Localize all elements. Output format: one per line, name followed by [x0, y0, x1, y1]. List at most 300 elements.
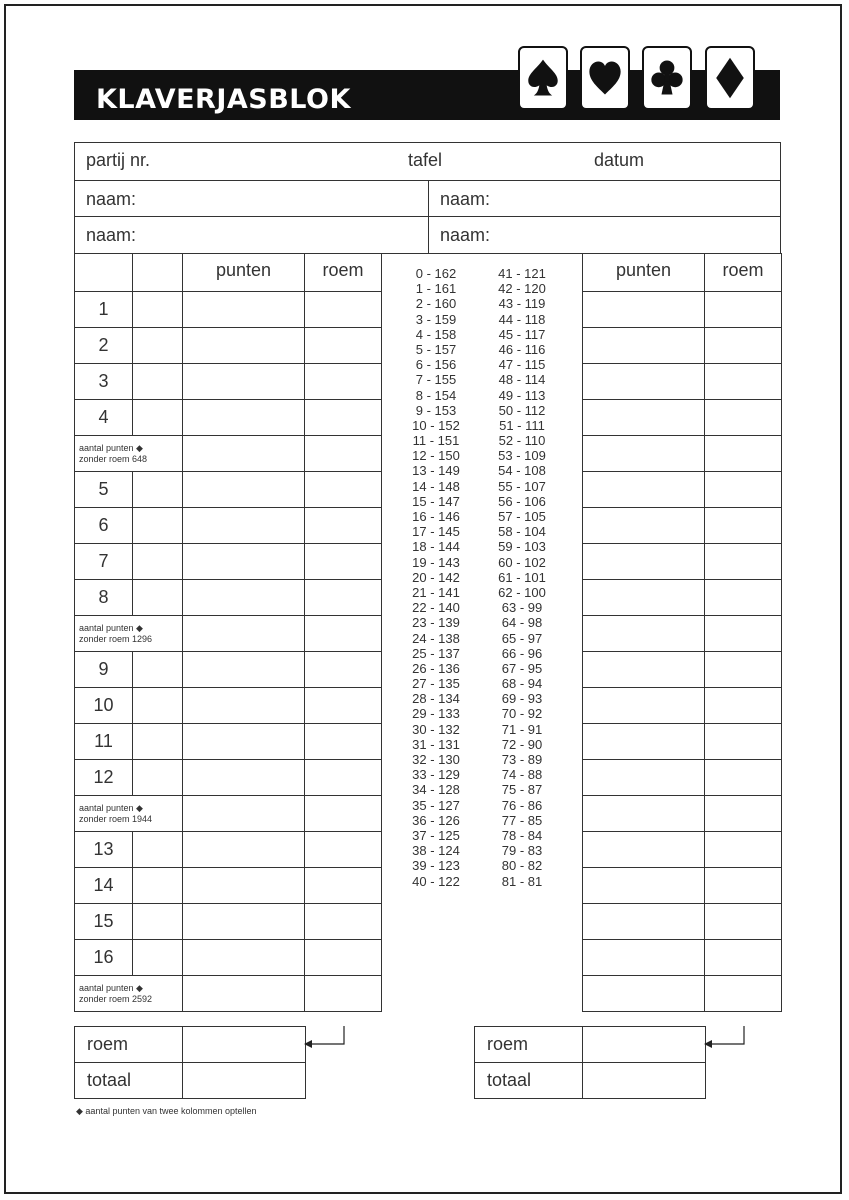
- table-row: [75, 400, 382, 436]
- points-value: 28 - 134: [412, 691, 460, 707]
- points-value: 33 - 129: [412, 767, 460, 783]
- points-value: 72 - 90: [501, 736, 543, 752]
- table-row: [583, 544, 782, 580]
- round-number: 10: [75, 688, 133, 724]
- subtotal-note: [75, 976, 183, 1012]
- points-value: 21 - 141: [412, 584, 460, 600]
- table-row: [75, 832, 382, 868]
- roem-cell[interactable]: [705, 832, 782, 868]
- punten-header: punten: [183, 254, 305, 292]
- roem-cell[interactable]: [305, 904, 382, 940]
- punten-cell[interactable]: [583, 580, 705, 616]
- subtotal-note-line: aantal punten ◆: [79, 442, 143, 453]
- subtotal-punten-cell[interactable]: [183, 616, 305, 652]
- round-cell[interactable]: [133, 472, 183, 508]
- points-value: 10 - 152: [412, 417, 460, 433]
- round-cell[interactable]: [133, 688, 183, 724]
- round-cell[interactable]: [133, 868, 183, 904]
- table-row: [75, 724, 382, 760]
- header-blank-cell: [133, 254, 183, 292]
- table-row: [75, 904, 382, 940]
- table-row: [583, 724, 782, 760]
- points-row: [396, 281, 576, 296]
- table-row: [75, 652, 382, 688]
- points-value: 63 - 99: [501, 600, 543, 616]
- punten-cell[interactable]: [183, 724, 305, 760]
- subtotal-note-line: aantal punten ◆: [79, 622, 143, 633]
- diamond-icon: [705, 46, 755, 110]
- points-row: [396, 691, 576, 706]
- round-number: 2: [75, 328, 133, 364]
- points-value: 76 - 86: [501, 797, 543, 813]
- points-row: [396, 631, 576, 646]
- table-row: [75, 292, 382, 328]
- subtotal-punten-cell[interactable]: [583, 976, 705, 1012]
- points-value: 8 - 154: [415, 387, 457, 403]
- points-row: [396, 843, 576, 858]
- points-row: [396, 600, 576, 615]
- table-row: [583, 508, 782, 544]
- punten-cell[interactable]: [183, 652, 305, 688]
- totaal-label: totaal: [75, 1063, 183, 1099]
- points-value: 6 - 156: [415, 357, 457, 373]
- points-value: 0 - 162: [415, 266, 457, 281]
- points-value: 65 - 97: [501, 630, 543, 646]
- punten-cell[interactable]: [583, 364, 705, 400]
- points-value: 36 - 126: [412, 812, 460, 828]
- points-value: 25 - 137: [412, 645, 460, 661]
- points-value: 61 - 101: [498, 569, 546, 585]
- round-number: 16: [75, 940, 133, 976]
- points-value: 38 - 124: [412, 843, 460, 859]
- points-value: 68 - 94: [501, 676, 543, 692]
- round-number: 4: [75, 400, 133, 436]
- points-value: 9 - 153: [415, 402, 457, 418]
- totaal-label: totaal: [475, 1063, 583, 1099]
- subtotal-note: [75, 616, 183, 652]
- round-cell[interactable]: [133, 328, 183, 364]
- subtotal-note-line: zonder roem 648: [79, 453, 148, 464]
- roem-total-cell[interactable]: [583, 1027, 706, 1063]
- points-row: [396, 388, 576, 403]
- points-row: [396, 524, 576, 539]
- points-row: [396, 661, 576, 676]
- round-cell[interactable]: [133, 292, 183, 328]
- roem-cell[interactable]: [705, 760, 782, 796]
- round-number: 11: [75, 724, 133, 760]
- punten-cell[interactable]: [583, 688, 705, 724]
- roem-cell[interactable]: [305, 688, 382, 724]
- subtotal-roem-cell[interactable]: [705, 616, 782, 652]
- roem-cell[interactable]: [305, 544, 382, 580]
- table-row: [583, 688, 782, 724]
- subtotal-note-line: aantal punten ◆: [79, 982, 143, 993]
- punten-cell[interactable]: [583, 868, 705, 904]
- round-cell[interactable]: [133, 508, 183, 544]
- points-value: 62 - 100: [498, 584, 546, 600]
- table-row: [75, 544, 382, 580]
- points-value: 49 - 113: [498, 387, 546, 403]
- subtotal-punten-cell[interactable]: [183, 436, 305, 472]
- points-value: 22 - 140: [412, 600, 460, 616]
- points-row: [396, 418, 576, 433]
- table-row: [583, 940, 782, 976]
- points-value: 4 - 158: [415, 326, 457, 342]
- points-value: 11 - 151: [412, 433, 460, 449]
- points-value: 42 - 120: [498, 281, 546, 297]
- points-value: 34 - 128: [412, 782, 460, 798]
- punten-cell[interactable]: [583, 328, 705, 364]
- points-value: 51 - 111: [499, 417, 545, 433]
- punten-cell[interactable]: [183, 400, 305, 436]
- punten-cell[interactable]: [183, 760, 305, 796]
- subtotal-roem-cell[interactable]: [705, 976, 782, 1012]
- round-number: 9: [75, 652, 133, 688]
- points-row: [396, 615, 576, 630]
- points-row: [396, 706, 576, 721]
- points-value: 29 - 133: [412, 706, 460, 722]
- subtotal-note-line: aantal punten ◆: [79, 802, 143, 813]
- points-row: [396, 509, 576, 524]
- points-row: [396, 874, 576, 889]
- points-row: [396, 357, 576, 372]
- subtotal-note-line: zonder roem 2592: [79, 993, 153, 1004]
- points-value: 16 - 146: [412, 509, 460, 524]
- points-value: 55 - 107: [498, 478, 546, 494]
- points-value: 46 - 116: [498, 341, 546, 357]
- points-value: 37 - 125: [412, 827, 460, 843]
- points-value: 53 - 109: [498, 448, 546, 464]
- round-cell[interactable]: [133, 832, 183, 868]
- punten-cell[interactable]: [183, 364, 305, 400]
- round-cell[interactable]: [133, 724, 183, 760]
- subtotal-row: [583, 976, 782, 1012]
- points-row: [396, 646, 576, 661]
- datum-label: datum: [594, 150, 645, 170]
- table-row: [583, 868, 782, 904]
- points-value: 13 - 149: [412, 463, 460, 479]
- punten-cell[interactable]: [183, 832, 305, 868]
- roem-cell[interactable]: [705, 400, 782, 436]
- points-value: 81 - 81: [501, 873, 543, 889]
- subtotal-row: [75, 436, 382, 472]
- table-row: [583, 472, 782, 508]
- roem-total-cell[interactable]: [183, 1027, 306, 1063]
- points-value: 77 - 85: [501, 812, 543, 828]
- points-value: 26 - 136: [412, 660, 460, 676]
- points-value: 56 - 106: [498, 493, 546, 509]
- subtotal-note-line: zonder roem 1296: [79, 633, 153, 644]
- table-row: [583, 904, 782, 940]
- roem-cell[interactable]: [705, 652, 782, 688]
- points-value: 73 - 89: [501, 752, 543, 767]
- points-value: 43 - 119: [498, 296, 546, 312]
- points-row: [396, 585, 576, 600]
- subtotal-note: [75, 436, 183, 472]
- roem-header: roem: [305, 254, 382, 292]
- points-row: [396, 858, 576, 873]
- punten-cell[interactable]: [583, 292, 705, 328]
- table-row: [583, 364, 782, 400]
- table-row: [583, 328, 782, 364]
- points-value: 14 - 148: [412, 478, 460, 494]
- divider: [428, 180, 429, 254]
- naam-label-4: naam:: [440, 225, 491, 245]
- roem-total-label: roem: [475, 1027, 583, 1063]
- points-row: [396, 767, 576, 782]
- points-value: 67 - 95: [501, 660, 543, 676]
- totaal-cell[interactable]: [183, 1063, 306, 1099]
- points-row: [396, 372, 576, 387]
- subtotal-note: [75, 796, 183, 832]
- header-blank-cell: [75, 254, 133, 292]
- subtotal-punten-cell[interactable]: [183, 976, 305, 1012]
- table-row: [583, 400, 782, 436]
- points-row: [396, 494, 576, 509]
- points-row: [396, 813, 576, 828]
- subtotal-row: [583, 796, 782, 832]
- points-value: 27 - 135: [412, 676, 460, 692]
- points-value: 18 - 144: [412, 539, 460, 555]
- points-row: [396, 433, 576, 448]
- totaal-cell[interactable]: [583, 1063, 706, 1099]
- points-value: 52 - 110: [498, 433, 546, 449]
- round-number: 13: [75, 832, 133, 868]
- naam-label-3: naam:: [86, 225, 137, 245]
- roem-cell[interactable]: [705, 904, 782, 940]
- points-value: 45 - 117: [498, 326, 546, 342]
- subtotal-punten-cell[interactable]: [183, 796, 305, 832]
- points-value: 1 - 161: [415, 281, 457, 297]
- points-value: 74 - 88: [501, 767, 543, 783]
- partij-label: partij nr.: [86, 150, 151, 170]
- punten-cell[interactable]: [183, 688, 305, 724]
- points-value: 69 - 93: [501, 691, 543, 707]
- points-value: 15 - 147: [412, 493, 460, 509]
- roem-cell[interactable]: [705, 868, 782, 904]
- round-cell[interactable]: [133, 904, 183, 940]
- punten-cell[interactable]: [583, 724, 705, 760]
- round-number: 1: [75, 292, 133, 328]
- points-value: 31 - 131: [412, 736, 460, 752]
- points-value: 44 - 118: [498, 311, 546, 327]
- subtotal-roem-cell[interactable]: [305, 436, 382, 472]
- points-value: 12 - 150: [412, 448, 460, 464]
- roem-cell[interactable]: [705, 472, 782, 508]
- points-value: 35 - 127: [412, 797, 460, 813]
- roem-cell[interactable]: [305, 472, 382, 508]
- points-row: [396, 570, 576, 585]
- subtotal-roem-cell[interactable]: [705, 436, 782, 472]
- points-row: [396, 448, 576, 463]
- punten-cell[interactable]: [583, 472, 705, 508]
- table-row: [75, 328, 382, 364]
- subtotal-row: [75, 616, 382, 652]
- points-value: 5 - 157: [415, 341, 457, 357]
- naam-label-2: naam:: [440, 189, 491, 209]
- roem-cell[interactable]: [305, 940, 382, 976]
- table-row: [583, 580, 782, 616]
- right-totals-table: [474, 1026, 706, 1099]
- points-value: 57 - 105: [498, 509, 546, 524]
- points-value: 41 - 121: [498, 266, 546, 281]
- points-row: [396, 798, 576, 813]
- table-row: [75, 760, 382, 796]
- roem-cell[interactable]: [705, 940, 782, 976]
- table-row: [583, 832, 782, 868]
- punten-cell[interactable]: [183, 328, 305, 364]
- table-row: [75, 472, 382, 508]
- punten-cell[interactable]: [583, 832, 705, 868]
- points-row: [396, 342, 576, 357]
- punten-cell[interactable]: [583, 400, 705, 436]
- points-row: [396, 479, 576, 494]
- punten-cell[interactable]: [183, 904, 305, 940]
- punten-header: punten: [583, 254, 705, 292]
- subtotal-row: [75, 796, 382, 832]
- page-title: KLAVERJASBLOK: [96, 84, 351, 115]
- points-value: 58 - 104: [498, 524, 546, 540]
- roem-cell[interactable]: [305, 400, 382, 436]
- roem-cell[interactable]: [305, 868, 382, 904]
- points-row: [396, 312, 576, 327]
- punten-cell[interactable]: [583, 544, 705, 580]
- table-row: [75, 940, 382, 976]
- punten-cell[interactable]: [583, 508, 705, 544]
- subtotal-note-line: zonder roem 1944: [79, 813, 153, 824]
- points-value: 40 - 122: [412, 873, 460, 889]
- round-cell[interactable]: [133, 652, 183, 688]
- arrow-left-icon: [700, 1024, 750, 1054]
- points-value: 79 - 83: [501, 843, 543, 859]
- roem-cell[interactable]: [305, 724, 382, 760]
- punten-cell[interactable]: [183, 940, 305, 976]
- table-row: [75, 868, 382, 904]
- points-value: 64 - 98: [501, 615, 543, 631]
- points-value: 2 - 160: [415, 296, 457, 312]
- roem-cell[interactable]: [305, 292, 382, 328]
- points-value: 30 - 132: [412, 721, 460, 737]
- roem-cell[interactable]: [305, 580, 382, 616]
- subtotal-punten-cell[interactable]: [583, 436, 705, 472]
- roem-cell[interactable]: [705, 292, 782, 328]
- table-row: [583, 760, 782, 796]
- points-value: 19 - 143: [412, 554, 460, 570]
- points-row: [396, 266, 576, 281]
- punten-cell[interactable]: [183, 292, 305, 328]
- roem-cell[interactable]: [705, 580, 782, 616]
- punten-cell[interactable]: [183, 472, 305, 508]
- table-row: [75, 580, 382, 616]
- punten-cell[interactable]: [183, 868, 305, 904]
- points-value: 39 - 123: [412, 858, 460, 874]
- points-row: [396, 403, 576, 418]
- roem-cell[interactable]: [705, 508, 782, 544]
- heart-icon: [580, 46, 630, 110]
- left-totals-table: [74, 1026, 306, 1099]
- points-value: 47 - 115: [498, 357, 546, 373]
- points-row: [396, 539, 576, 554]
- roem-cell[interactable]: [705, 544, 782, 580]
- table-row: [583, 292, 782, 328]
- arrow-left-icon: [300, 1024, 350, 1054]
- round-number: 14: [75, 868, 133, 904]
- points-value: 23 - 139: [412, 615, 460, 631]
- roem-cell[interactable]: [305, 760, 382, 796]
- subtotal-roem-cell[interactable]: [305, 796, 382, 832]
- points-value: 80 - 82: [501, 858, 543, 874]
- subtotal-roem-cell[interactable]: [705, 796, 782, 832]
- roem-cell[interactable]: [705, 688, 782, 724]
- points-row: [396, 737, 576, 752]
- table-row: [583, 652, 782, 688]
- subtotal-roem-cell[interactable]: [305, 616, 382, 652]
- punten-cell[interactable]: [183, 544, 305, 580]
- club-icon: [642, 46, 692, 110]
- round-number: 3: [75, 364, 133, 400]
- points-value: 24 - 138: [412, 630, 460, 646]
- punten-cell[interactable]: [183, 508, 305, 544]
- roem-cell[interactable]: [305, 328, 382, 364]
- roem-cell[interactable]: [305, 508, 382, 544]
- round-number: 7: [75, 544, 133, 580]
- punten-cell[interactable]: [583, 760, 705, 796]
- points-value: 70 - 92: [501, 706, 543, 722]
- roem-cell[interactable]: [305, 364, 382, 400]
- punten-cell[interactable]: [583, 940, 705, 976]
- points-reference-table: [396, 266, 576, 889]
- points-value: 50 - 112: [498, 402, 546, 418]
- round-cell[interactable]: [133, 364, 183, 400]
- round-cell[interactable]: [133, 940, 183, 976]
- tafel-label: tafel: [408, 150, 443, 170]
- points-value: 48 - 114: [498, 372, 546, 388]
- points-value: 71 - 91: [501, 721, 543, 737]
- points-value: 75 - 87: [501, 782, 543, 798]
- naam-label-1: naam:: [86, 189, 137, 209]
- subtotal-roem-cell[interactable]: [305, 976, 382, 1012]
- round-cell[interactable]: [133, 760, 183, 796]
- round-number: 6: [75, 508, 133, 544]
- roem-cell[interactable]: [305, 652, 382, 688]
- punten-cell[interactable]: [583, 904, 705, 940]
- subtotal-row: [583, 616, 782, 652]
- points-row: [396, 327, 576, 342]
- round-cell[interactable]: [133, 544, 183, 580]
- points-value: 7 - 155: [415, 372, 457, 388]
- roem-cell[interactable]: [705, 724, 782, 760]
- roem-cell[interactable]: [705, 364, 782, 400]
- round-cell[interactable]: [133, 580, 183, 616]
- points-row: [396, 828, 576, 843]
- punten-cell[interactable]: [583, 652, 705, 688]
- round-cell[interactable]: [133, 400, 183, 436]
- roem-cell[interactable]: [305, 832, 382, 868]
- subtotal-punten-cell[interactable]: [583, 796, 705, 832]
- points-value: 78 - 84: [501, 827, 543, 843]
- roem-cell[interactable]: [705, 328, 782, 364]
- points-row: [396, 752, 576, 767]
- points-value: 54 - 108: [498, 463, 546, 479]
- points-row: [396, 722, 576, 737]
- roem-header: roem: [705, 254, 782, 292]
- subtotal-punten-cell[interactable]: [583, 616, 705, 652]
- points-row: [396, 296, 576, 311]
- points-value: 66 - 96: [501, 645, 543, 661]
- table-row: [75, 688, 382, 724]
- points-value: 17 - 145: [412, 524, 460, 540]
- punten-cell[interactable]: [183, 580, 305, 616]
